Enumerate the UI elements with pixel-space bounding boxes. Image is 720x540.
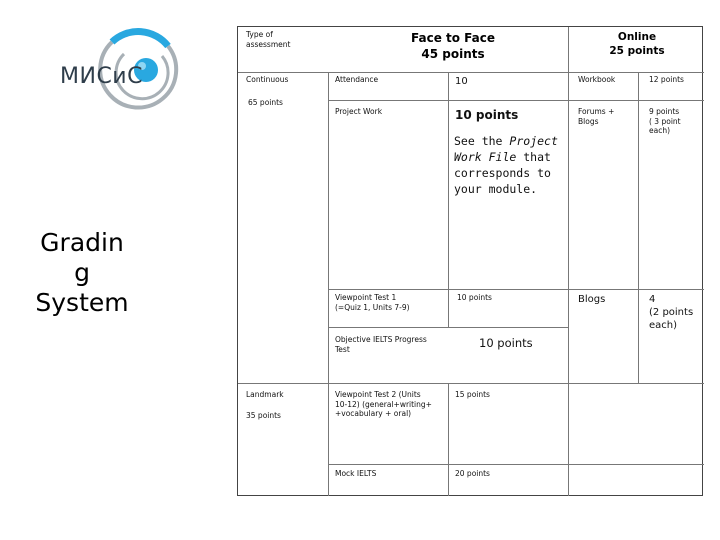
blogs-value: 4 (2 points each) <box>649 294 694 331</box>
logo-text: МИСиС <box>60 64 143 89</box>
blogs-label: Blogs <box>578 294 606 305</box>
note-italic: Project Work File <box>454 134 558 164</box>
grading-table <box>237 26 703 496</box>
landmark-points: 35 points <box>246 411 281 420</box>
objective-value: 10 points <box>479 336 533 350</box>
mock-ielts-label: Mock IELTS <box>335 469 377 478</box>
project-work-value: 10 points <box>455 108 519 122</box>
face-to-face-points: 45 points <box>421 47 485 61</box>
workbook-label: Workbook <box>578 75 616 84</box>
online-header <box>573 30 701 58</box>
mock-ielts-value: 20 points <box>455 469 490 478</box>
page-title <box>22 228 142 318</box>
continuous-label: Continuous <box>246 75 289 84</box>
face-to-face-header <box>348 30 558 62</box>
type-of-assessment-header: Type of assessment <box>246 30 291 49</box>
viewpoint1-value: 10 points <box>457 293 492 302</box>
title-line-3: System <box>35 288 129 317</box>
objective-label: Objective IELTS Progress Test <box>335 335 427 354</box>
forums-blogs-value: 9 points ( 3 point each) <box>649 107 681 135</box>
attendance-value: 10 <box>455 76 468 87</box>
title-line-1: Gradin <box>40 228 124 257</box>
attendance-label: Attendance <box>335 75 379 84</box>
misis-logo <box>50 28 190 118</box>
note-after: that corresponds to your module. <box>454 150 551 196</box>
continuous-points: 65 points <box>248 98 283 107</box>
viewpoint2-value: 15 points <box>455 390 490 399</box>
project-work-label: Project Work <box>335 107 383 116</box>
viewpoint2-label: Viewpoint Test 2 (Units 10-12) (general+writing+ +vocabulary + oral) <box>335 390 432 418</box>
workbook-value: 12 points <box>649 75 684 84</box>
title-line-2: g <box>74 258 90 287</box>
landmark-label: Landmark <box>246 390 284 399</box>
viewpoint1-label: Viewpoint Test 1 (=Quiz 1, Units 7-9) <box>335 293 410 312</box>
project-work-note <box>454 133 566 197</box>
online-points: 25 points <box>609 45 665 57</box>
face-to-face-title: Face to Face <box>410 31 496 45</box>
online-title: Online <box>617 31 657 43</box>
note-before: See the <box>454 134 503 148</box>
forums-blogs-label: Forums + Blogs <box>578 107 615 126</box>
